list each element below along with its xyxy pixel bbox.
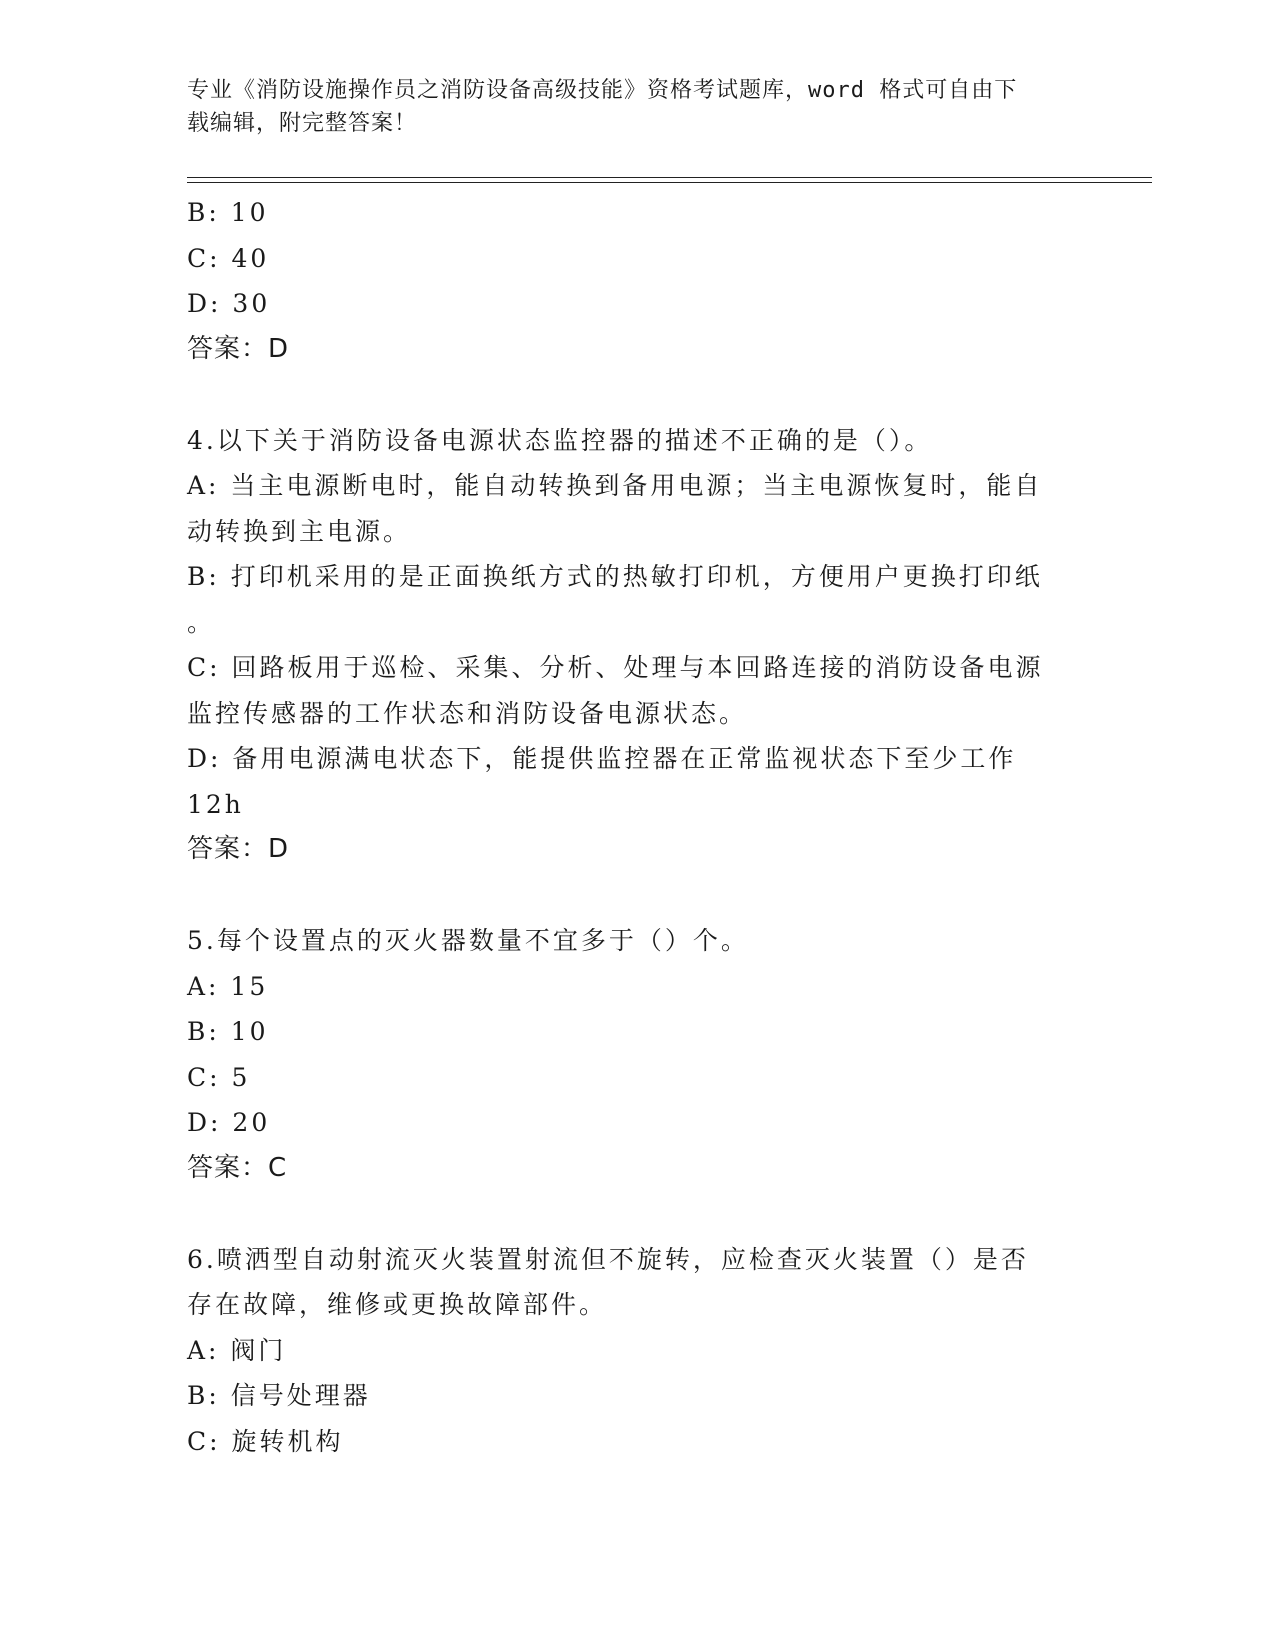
spacer bbox=[187, 1191, 1087, 1237]
option-b-continued: 。 bbox=[187, 607, 216, 637]
option-c-continued: 监控传感器的工作状态和消防设备电源状态。 bbox=[187, 698, 748, 728]
option-a: A: 阀门 bbox=[187, 1335, 287, 1365]
question-3-tail bbox=[187, 190, 1087, 372]
question-5 bbox=[187, 918, 1087, 1191]
document-body bbox=[187, 190, 1087, 1464]
option-d: D: 20 bbox=[187, 1108, 271, 1137]
answer-line: 答案：C bbox=[187, 1152, 288, 1183]
option-d: D: 30 bbox=[187, 289, 271, 318]
question-stem: 6.喷洒型自动射流灭火装置射流但不旋转，应检查灭火装置（）是否 bbox=[187, 1244, 1029, 1274]
option-c: C: 回路板用于巡检、采集、分析、处理与本回路连接的消防设备电源 bbox=[187, 653, 1044, 682]
question-stem: 4.以下关于消防设备电源状态监控器的描述不正确的是（）。 bbox=[187, 425, 933, 455]
option-b: B: 打印机采用的是正面换纸方式的热敏打印机，方便用户更换打印纸 bbox=[187, 562, 1043, 591]
option-a: A: 15 bbox=[187, 971, 269, 1001]
answer-line: 答案：D bbox=[187, 333, 290, 364]
question-4 bbox=[187, 418, 1087, 873]
option-a: A: 当主电源断电时，能自动转换到备用电源；当主电源恢复时，能自 bbox=[187, 471, 1043, 500]
answer-line: 答案：D bbox=[187, 834, 290, 864]
spacer bbox=[187, 873, 1087, 919]
header-divider-top bbox=[187, 177, 1152, 178]
spacer bbox=[187, 372, 1087, 418]
option-c: C: 5 bbox=[187, 1062, 251, 1092]
header-line-2: 载编辑，附完整答案！ bbox=[187, 111, 418, 136]
option-b: B: 信号处理器 bbox=[187, 1381, 371, 1410]
option-d-continued: 12h bbox=[187, 789, 244, 819]
question-stem-continued: 存在故障，维修或更换故障部件。 bbox=[187, 1290, 608, 1319]
option-d: D: 备用电源满电状态下，能提供监控器在正常监视状态下至少工作 bbox=[187, 744, 1017, 773]
option-c: C: 40 bbox=[187, 243, 270, 273]
option-a-continued: 动转换到主电源。 bbox=[187, 516, 412, 546]
option-c: C: 旋转机构 bbox=[187, 1426, 344, 1456]
question-6 bbox=[187, 1237, 1087, 1465]
page-header bbox=[187, 74, 1067, 140]
header-divider-bottom bbox=[187, 182, 1152, 183]
header-line-1: 专业《消防设施操作员之消防设备高级技能》资格考试题库，word 格式可自由下 bbox=[187, 78, 1018, 103]
option-b: B: 10 bbox=[187, 198, 269, 227]
option-b: B: 10 bbox=[187, 1017, 269, 1046]
question-stem: 5.每个设置点的灭火器数量不宜多于（）个。 bbox=[187, 926, 749, 955]
